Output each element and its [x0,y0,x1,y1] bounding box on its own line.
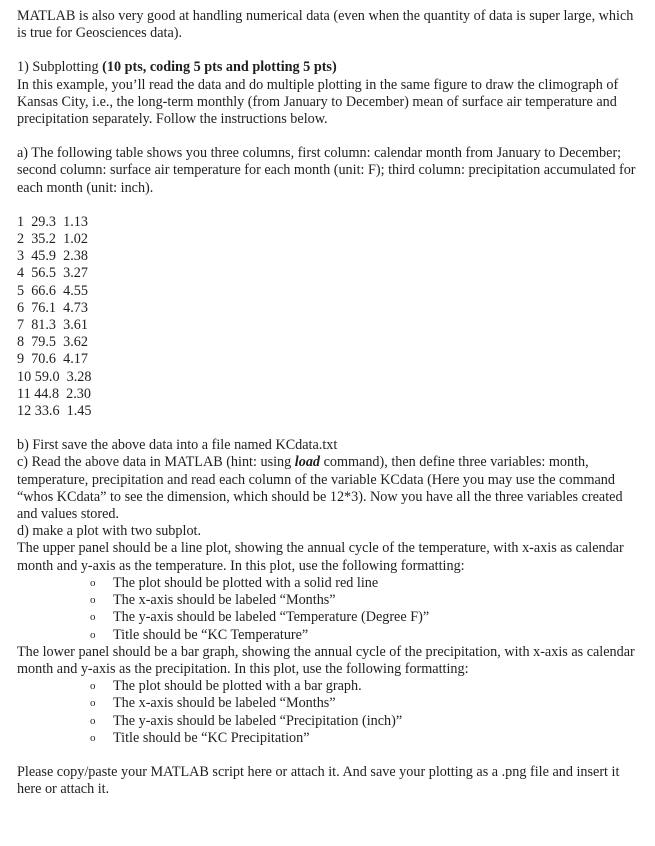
part-c-text-rest: command), then define three variables: month, temperature, precipitation and read each column of the variable KCdata (Here you may use the command “whos KCdata” to see the dimension, which should be 12*3). Now you have all the three variables created and values stored. [17,454,623,523]
table-row: 12 33.6 1.45 [17,403,92,420]
list-item-text: The plot should be plotted with a bar graph. [113,678,362,695]
table-row: 9 70.6 4.17 [17,351,88,368]
list-item [90,575,641,592]
bullet-circle-icon: o [90,594,96,607]
list-item-text: Title should be “KC Temperature” [113,626,309,643]
list-item [90,695,641,712]
upper-bullet-list [17,575,641,644]
table-row: 11 44.8 2.30 [17,385,91,402]
table-row: 8 79.5 3.62 [17,334,88,351]
list-item [90,627,641,644]
list-item-text: The y-axis should be labeled “Precipitation (inch)” [113,712,403,729]
bullet-circle-icon: o [90,731,96,744]
part-a-paragraph: a) The following table shows you three columns, first column: calendar month from January to December; second column: surface air temperature for each month (unit: F); third column: precipitation accumulated for each month (unit: inch). [17,145,636,196]
table-row: 1 29.3 1.13 [17,213,88,230]
list-item-text: The y-axis should be labeled “Temperature (Degree F)” [113,609,430,626]
table-row: 7 81.3 3.61 [17,317,88,334]
closing-paragraph: Please copy/paste your MATLAB script here or attach it. And save your plotting as a .png file and insert it here or attach it. [17,763,620,798]
table-row: 6 76.1 4.73 [17,299,88,316]
list-item-text: The x-axis should be labeled “Months” [113,592,336,609]
bullet-circle-icon: o [90,680,96,693]
part-d-paragraph: d) make a plot with two subplot. [17,523,202,540]
spacer [17,420,641,437]
table-row: 5 66.6 4.55 [17,282,88,299]
bullet-circle-icon: o [90,697,96,710]
bullet-circle-icon: o [90,611,96,624]
part-c-keyword: load [294,454,321,471]
section-heading-title: 1) Subplotting [17,59,99,76]
lower-panel-paragraph: The lower panel should be a bar graph, showing the annual cycle of the precipitation, with x-axis as calendar month and y-axis as the precipitation. In this plot, use the following formatting: [17,643,635,677]
list-item [90,678,641,695]
section-heading [17,59,641,76]
list-item [90,730,641,747]
section-body: In this example, you’ll read the data and do multiple plotting in the same figure to draw the climograph of Kansas City, i.e., the long-term monthly (from January to December) mean of surface air temperature and precipitation separately. Follow the instructions below. [17,76,619,128]
table-row: 2 35.2 1.02 [17,231,88,248]
intro-paragraph: MATLAB is also very good at handling numerical data (even when the quantity of data is super large, which is true for Geosciences data). [17,8,634,42]
list-item [90,592,641,609]
upper-panel-paragraph: The upper panel should be a line plot, showing the annual cycle of the temperature, with x-axis as calendar month and y-axis as the temperature. In this plot, use the following formatting: [17,540,624,574]
list-item-text: The x-axis should be labeled “Months” [113,695,336,712]
list-item [90,609,641,626]
bullet-circle-icon: o [90,628,96,641]
table-row: 4 56.5 3.27 [17,265,88,282]
table-row: 3 45.9 2.38 [17,248,88,265]
list-item-text: The plot should be plotted with a solid red line [113,574,379,591]
lower-bullet-list [17,678,641,747]
bullet-circle-icon: o [90,714,96,727]
data-table [17,214,641,420]
list-item [90,713,641,730]
list-item-text: Title should be “KC Precipitation” [113,729,310,746]
spacer [17,128,641,145]
part-c-text: c) Read the above data in MATLAB (hint: using [17,454,295,471]
spacer [17,42,641,59]
table-row: 10 59.0 3.28 [17,368,92,385]
bullet-circle-icon: o [90,576,96,589]
part-b-paragraph: b) First save the above data into a file named KCdata.txt [17,437,338,454]
spacer [17,197,641,214]
part-c-paragraph [17,454,641,523]
section-heading-points: (10 pts, coding 5 pts and plotting 5 pts) [102,59,337,76]
spacer [17,747,641,764]
